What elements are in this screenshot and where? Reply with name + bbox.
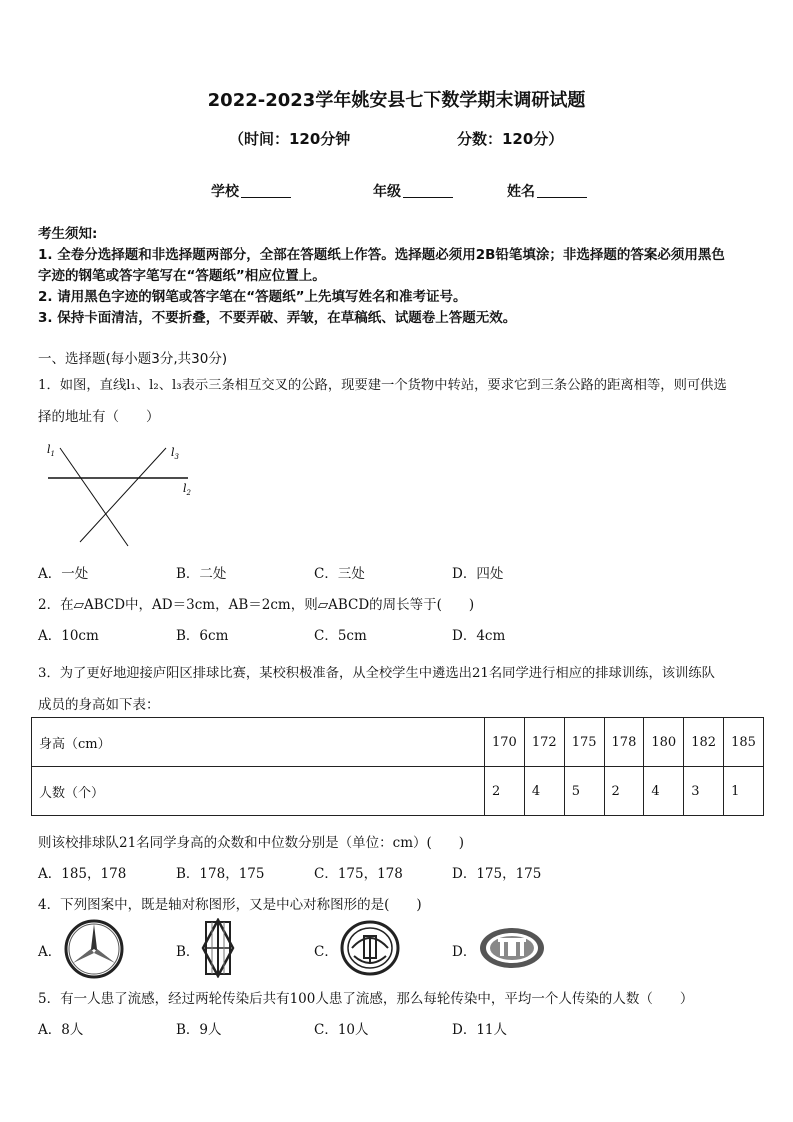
table-row — [32, 718, 764, 767]
name-label: 姓名 — [507, 184, 535, 200]
q4-option-a[interactable]: A． — [38, 944, 62, 960]
q1-text-line1: 1．如图，直线l₁、l₂、l₃表示三条相互交叉的公路，现要建一个货物中转站，要求它到三条公路的距离相等，则可供选 — [38, 378, 727, 393]
q3-question: 则该校排球队21名同学身高的众数和中位数分别是（单位：cm）( ) — [38, 835, 465, 851]
school-label: 学校 — [211, 184, 239, 200]
exam-title: 2022-2023学年姚安县七下数学期末调研试题 — [207, 90, 586, 111]
notice-line-1a: 1. 全卷分选择题和非选择题两部分，全部在答题纸上作答。选择题必须用2B铅笔填涂；非选择题的答案必须用黑色 — [38, 247, 725, 263]
q3-option-d[interactable]: D．175，175 — [452, 866, 542, 882]
table-row-label: 身高（cm） — [32, 718, 485, 767]
line-l1 — [60, 448, 128, 546]
q2-option-b[interactable]: B．6cm — [176, 628, 229, 644]
table-cell: 170 — [485, 718, 525, 767]
notice-line-1b: 字迹的钢笔或答字笔写在“答题纸”相应位置上。 — [38, 268, 326, 284]
table-cell: 2 — [604, 767, 644, 816]
lincoln-logo[interactable] — [201, 918, 235, 978]
q5-option-c[interactable]: C．10人 — [314, 1022, 369, 1038]
q1-option-a[interactable]: A．一处 — [38, 566, 89, 582]
q1-option-d[interactable]: D．四处 — [452, 566, 504, 582]
table-cell: 2 — [485, 767, 525, 816]
table-cell: 182 — [684, 718, 724, 767]
notice-line-3: 3. 保持卡面清洁，不要折叠，不要弄破、弄皱，在草稿纸、试题卷上答题无效。 — [38, 310, 517, 326]
grade-label: 年级 — [373, 184, 401, 200]
q1-option-c[interactable]: C．三处 — [314, 566, 365, 582]
table-cell: 172 — [524, 718, 564, 767]
q2-option-d[interactable]: D．4cm — [452, 628, 506, 644]
q2-option-c[interactable]: C．5cm — [314, 628, 367, 644]
q3-option-b[interactable]: B．178，175 — [176, 866, 265, 882]
section-heading: 一、选择题(每小题3分,共30分) — [38, 351, 228, 367]
q5-option-b[interactable]: B．9人 — [176, 1022, 222, 1038]
table-cell: 180 — [644, 718, 684, 767]
table-cell: 1 — [724, 767, 764, 816]
height-table — [31, 717, 764, 816]
school-field[interactable] — [211, 181, 291, 201]
q3-text-line2: 成员的身高如下表： — [38, 697, 160, 713]
q1-option-b[interactable]: B．二处 — [176, 566, 227, 582]
table-cell: 175 — [564, 718, 604, 767]
table-cell: 185 — [724, 718, 764, 767]
label-l1: $l_1$ — [47, 443, 55, 458]
table-cell: 4 — [524, 767, 564, 816]
q3-text-line1: 3．为了更好地迎接庐阳区排球比赛，某校积极准备，从全校学生中遴选出21名同学进行相应的排球训练，该训练队 — [38, 666, 715, 681]
table-row — [32, 767, 764, 816]
table-cell: 5 — [564, 767, 604, 816]
q5-option-a[interactable]: A．8人 — [38, 1022, 84, 1038]
table-cell: 3 — [684, 767, 724, 816]
great-wall-logo[interactable] — [478, 926, 546, 970]
table-cell: 4 — [644, 767, 684, 816]
q1-figure — [38, 436, 198, 551]
exam-score: 分数：120分） — [457, 130, 564, 148]
q3-option-a[interactable]: A．185，178 — [38, 866, 127, 882]
q4-text: 4．下列图案中，既是轴对称图形，又是中心对称图形的是( ) — [38, 897, 422, 913]
q2-option-a[interactable]: A．10cm — [38, 628, 99, 644]
q1-text-line2: 择的地址有（ ） — [38, 409, 160, 425]
exam-time: （时间：120分钟 — [229, 130, 351, 148]
q5-text: 5．有一人患了流感，经过两轮传染后共有100人患了流感，那么每轮传染中，平均一个人传染的人数（ ） — [38, 991, 694, 1007]
mercedes-star-logo[interactable] — [63, 918, 125, 980]
grade-field[interactable] — [373, 181, 453, 201]
buick-style-logo[interactable] — [340, 920, 400, 976]
notice-line-2: 2. 请用黑色字迹的钢笔或答字笔在“答题纸”上先填写姓名和准考证号。 — [38, 289, 467, 305]
q4-option-d[interactable]: D． — [452, 944, 477, 960]
notice-heading: 考生须知: — [38, 226, 98, 242]
table-cell: 178 — [604, 718, 644, 767]
label-l3: $l_3$ — [171, 446, 179, 461]
label-l2: $l_2$ — [183, 482, 191, 497]
q4-option-c[interactable]: C． — [314, 944, 338, 960]
table-row-label: 人数（个） — [32, 767, 485, 816]
q2-text: 2．在▱ABCD中，AD＝3cm，AB＝2cm，则▱ABCD的周长等于( ) — [38, 597, 475, 613]
q5-option-d[interactable]: D．11人 — [452, 1022, 508, 1038]
q3-option-c[interactable]: C．175，178 — [314, 866, 403, 882]
name-field[interactable] — [507, 181, 587, 201]
q4-option-b[interactable]: B． — [176, 944, 200, 960]
